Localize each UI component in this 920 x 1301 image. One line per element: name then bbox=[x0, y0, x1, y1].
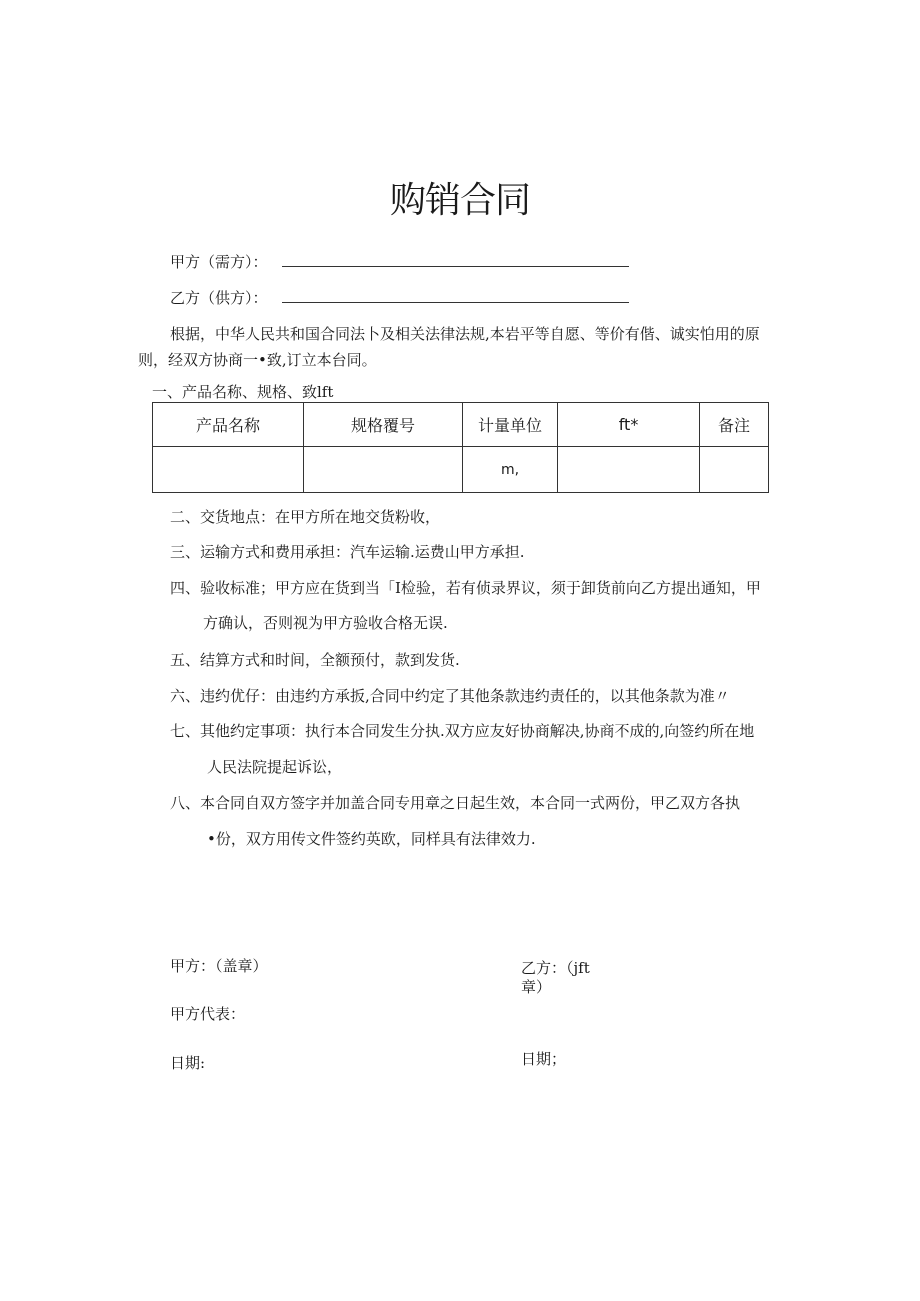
product-table bbox=[152, 402, 769, 493]
contract-title: 购销合同 bbox=[389, 180, 530, 221]
clause-transport: 三、运输方式和费用承担：汽车运输.运费山甲方承担. bbox=[170, 543, 525, 561]
party-b-date: 日期； bbox=[521, 1050, 567, 1068]
clause-acceptance-line1: 四、验收标准；甲方应在货到当「I检验，若有侦录界议，须于卸货前向乙方提出通知，甲 bbox=[170, 579, 761, 597]
header-spec-model: 规格覆号 bbox=[304, 403, 463, 447]
section1-title: 一、产品名称、规格、致lft bbox=[152, 383, 334, 401]
clause-effective-line1: 八、本合同自双方签字并加盖合同专用章之日起生效，本合同一式两份，甲乙双方各执 bbox=[170, 794, 741, 812]
header-unit: 计量单位 bbox=[463, 403, 558, 447]
party-a-fill-line bbox=[282, 266, 629, 267]
party-a-label: 甲方（需方）： bbox=[170, 253, 268, 271]
party-b-label: 乙方（供方）： bbox=[170, 289, 268, 307]
cell-remarks bbox=[700, 447, 769, 493]
cell-product-name bbox=[153, 447, 304, 493]
header-remarks: 备注 bbox=[700, 403, 769, 447]
table-row bbox=[153, 447, 769, 493]
header-quantity: ft* bbox=[558, 403, 700, 447]
clause-other-line2: 人民法院提起诉讼， bbox=[207, 758, 343, 776]
clause-acceptance-line2: 方确认，否则视为甲方验收合格无误. bbox=[203, 614, 448, 632]
party-b-seal-line1: 乙方：（jft bbox=[521, 959, 590, 977]
clause-other-line1: 七、其他约定事项：执行本合同发生分执.双方应友好协商解决,协商不成的,向签约所在地 bbox=[170, 722, 755, 740]
table-header-row bbox=[153, 403, 769, 447]
cell-unit: m, bbox=[463, 447, 558, 493]
clause-breach: 六、违约优仔：由违约方承扳,合同中约定了其他条款违约责任的，以其他条款为准〃 bbox=[170, 687, 730, 705]
header-product-name: 产品名称 bbox=[153, 403, 304, 447]
cell-spec-model bbox=[304, 447, 463, 493]
party-a-date: 日期: bbox=[170, 1054, 206, 1072]
party-a-seal: 甲方：（盖章） bbox=[170, 957, 268, 975]
clause-settlement: 五、结算方式和时间，全额预付，款到发货. bbox=[170, 651, 460, 669]
intro-paragraph: 根据，中华人民共和国合同法卜及相关法律法规,本岩平等自愿、等价有偕、诚实怕用的原则，经双方协商一•致,订立本台同。 bbox=[138, 325, 760, 369]
clause-effective-line2: •份，双方用传文件签约英欧，同样具有法律效力. bbox=[207, 830, 536, 848]
party-a-representative: 甲方代表： bbox=[170, 1005, 246, 1023]
cell-quantity bbox=[558, 447, 700, 493]
party-b-fill-line bbox=[282, 302, 629, 303]
clause-delivery-location: 二、交货地点：在甲方所在地交货粉收， bbox=[170, 508, 441, 526]
party-b-seal-line2: 章） bbox=[521, 978, 552, 996]
